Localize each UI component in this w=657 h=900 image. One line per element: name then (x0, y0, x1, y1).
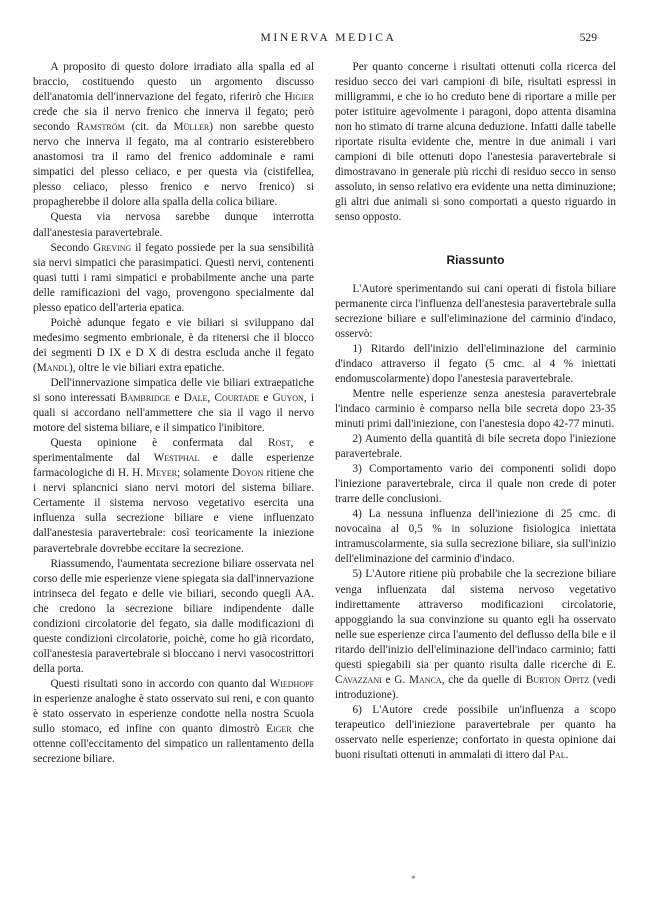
right-column (335, 60, 616, 763)
summary-paragraph: Mentre nelle esperienze senza anestesia paravertebrale l'indaco carminio è comparso nella bile secreta dopo 23-35 minuti primi dall'iniezione, con l'anestesia dopo 42-77 minuti. (335, 387, 616, 430)
paragraph: Secondo Greving il fegato possiede per la sua sensibilità sia nervi simpatici che parasimpatici. Questi nervi, contenenti quasi tutti i rami simpatici e probabilmente anche una parte delle ramificazioni del vago, provengono specialmente dal plesso epatico dell'arteria epatica. (33, 241, 314, 314)
author-name: Doyon (232, 467, 264, 480)
author-name: Rost (268, 437, 291, 450)
summary-paragraph: 1) Ritardo dell'inizio dell'eliminazione del carminio d'indaco attraverso il fegato (5 cmc. al 4 % iniettati endomuscolarmente) dopo l'anestesia paravertebrale. (335, 342, 616, 385)
author-name: Mandl (36, 361, 69, 374)
section-heading-riassunto: Riassunto (446, 252, 505, 267)
author-name: Cavazzani (335, 673, 382, 686)
author-name: Pal (548, 749, 566, 762)
author-name: Wiedhopf (269, 677, 314, 690)
paragraph: Questa opinione è confermata dal Rost, e sperimentalmente dal Westphal e dalle esperienze farmacologiche di H. H. Meyer; solamente Doyon ritiene che i nervi splancnici siano nervi motori del sistema biliare. Certamente il sistema nervoso vegetativo esercita una influenza sulla secrezione biliare e viene influenzato dall'anestesia paravertebrale: così teoricamente la iniezione paravertebrale dovrebbe eccitare la secrezione. (33, 437, 314, 555)
author-name: Ramström (76, 121, 125, 134)
author-name: Higier (284, 91, 314, 104)
running-title: MINERVA MEDICA (260, 31, 397, 44)
author-name: Burton Opitz (525, 673, 590, 686)
author-name: Dale (183, 392, 208, 405)
summary-paragraph: 2) Aumento della quantità di bile secreta dopo l'iniezione paravertebrale. (335, 433, 616, 461)
page-number: 529 (579, 31, 597, 44)
author-name: Courtade (214, 392, 260, 405)
author-name: Eiger (266, 723, 292, 736)
summary-paragraph: L'Autore sperimentando sui cani operati di fistola biliare permanente circa l'influenza dell'anestesia paravertebrale sulla secrezione biliare e sull'eliminazione del carminio d'indaco, osservò: (335, 282, 616, 340)
paragraph: Dell'innervazione simpatica delle vie biliari extraepatiche si sono interessati Bambridge e Dale, Courtade e Guyon, i quali si accordano nell'ammettere che sia il vago il nervo motore del sistema biliare, e il simpatico l'inibitore. (33, 376, 315, 435)
page-header (0, 31, 657, 47)
author-name: Guyon (272, 392, 304, 405)
paragraph: Questa via nervosa sarebbe dunque interrotta dall'anestesia paravertebrale. (33, 211, 314, 239)
paragraph: Riassumendo, l'aumentata secrezione biliare osservata nel corso delle mie esperienze viene spiegata sia dall'innervazione intrinseca del fegato e delle vie biliari, secondo quegli AA. che credono la secrezione biliare indipendente dalle condizioni circolatorie del fegato, sia dalle modificazioni di queste condizioni circolatorie, poichè, come ho già ricordato, coll'anestesia paravertebrale si bloccano i nervi vasocostrittori della porta. (33, 557, 314, 675)
summary-paragraph: 3) Comportamento vario dei componenti solidi dopo l'iniezione paravertebrale, circa il quale non crede di poter trarre delle conclusioni. (335, 463, 616, 506)
paragraph: Poichè adunque fegato e vie biliari si sviluppano dal medesimo segmento embrionale, è da ritenersi che il blocco dei segmenti D IX e D X di destra escluda anche il fegato (Mandl), oltre le vie biliari extra epatiche. (33, 316, 314, 374)
author-name: Manca (409, 673, 442, 686)
paragraph: Questi risultati sono in accordo con quanto dal Wiedhopf in esperienze analoghe è stato osservato sui reni, e con quanto è stato osservato in esperienze condotte nella nostra Scuola sullo stomaco, ed infine con quanto dimostrò Eiger che ottenne coll'eccitamento del simpatico un rallentamento della secrezione biliare. (33, 677, 314, 766)
author-name: Müller (173, 121, 210, 134)
author-name: Westphal (153, 452, 200, 465)
left-column (33, 60, 314, 767)
paragraph: Per quanto concerne i risultati ottenuti colla ricerca del residuo secco dei vari campioni di bile, risultati espressi in milligrammi, e che io ho creduto bene di riportare a mille per poter istituire agevolmente i paragoni, dopo attenta disamina non ho stimato di trarne alcuna deduzione. Infatti dalle tabelle riportate risulta evidente che, mentre in due animali i vari campioni di bile ottenuti dopo l'anestesia paravertebrale si dimostravano in generale più ricchi di residuo secco in senso assoluto, in senso relativo era evidente una netta diminuzione; gli altri due animali si sono comportati a questo riguardo in senso opposto. (335, 61, 616, 224)
summary-paragraph: 4) La nessuna influenza dell'iniezione di 25 cmc. di novocaina al 0,5 % in soluzione fisiologica iniettata intramuscolarmente, sia sulla secrezione biliare, sia sull'inizio dell'eliminazione del carminio d'indaco. (335, 508, 616, 566)
author-name: Bambridge (120, 392, 171, 405)
footer-mark: * (411, 874, 416, 884)
paragraph: A proposito di questo dolore irradiato alla spalla ed al braccio, costituendo questo un argomento discusso dell'anatomia dell'innervazione del fegato, riferirò che Higier crede che sia il nervo frenico che innerva il fegato; però secondo Ramström (cit. da Müller) non sarebbe questo nervo che innerva il fegato, ma al contrario esisterebbero anastomosi tra il ramo del frenico addominale e rami simpatici del plesso celiaco, e per questa via (cistifellea, plesso celiaco, plesso frenico e nervo frenico) si propagherebbe il dolore alla spalla della colica biliare. (33, 61, 314, 209)
summary-paragraph: 6) L'Autore crede possibile un'influenza a scopo terapeutico dell'iniezione paravertebrale per quanto ha osservato nelle esperienze; confortato in questa opinione dai buoni risultati ottenuti in ammalati di ittero dal Pal. (335, 703, 616, 762)
author-name: Greving (92, 241, 132, 254)
summary-paragraph: 5) L'Autore ritiene più probabile che la secrezione biliare venga influenzata dal sistema nervoso vegetativo indirettamente attraverso modificazioni circolatorie, appoggiando la sua convinzione su quanto egli ha osservato nelle sue esperienze circa l'aumento del deflusso della bile e il ritardo dell'inizio dell'eliminazione dell'indaco carminio; fatti questi spiegabili sia per quanto risulta dalle ricerche di E. Cavazzani e G. Manca, che da quelle di Burton Opitz (vedi introduzione). (335, 568, 617, 701)
author-name: Meyer (146, 467, 178, 480)
